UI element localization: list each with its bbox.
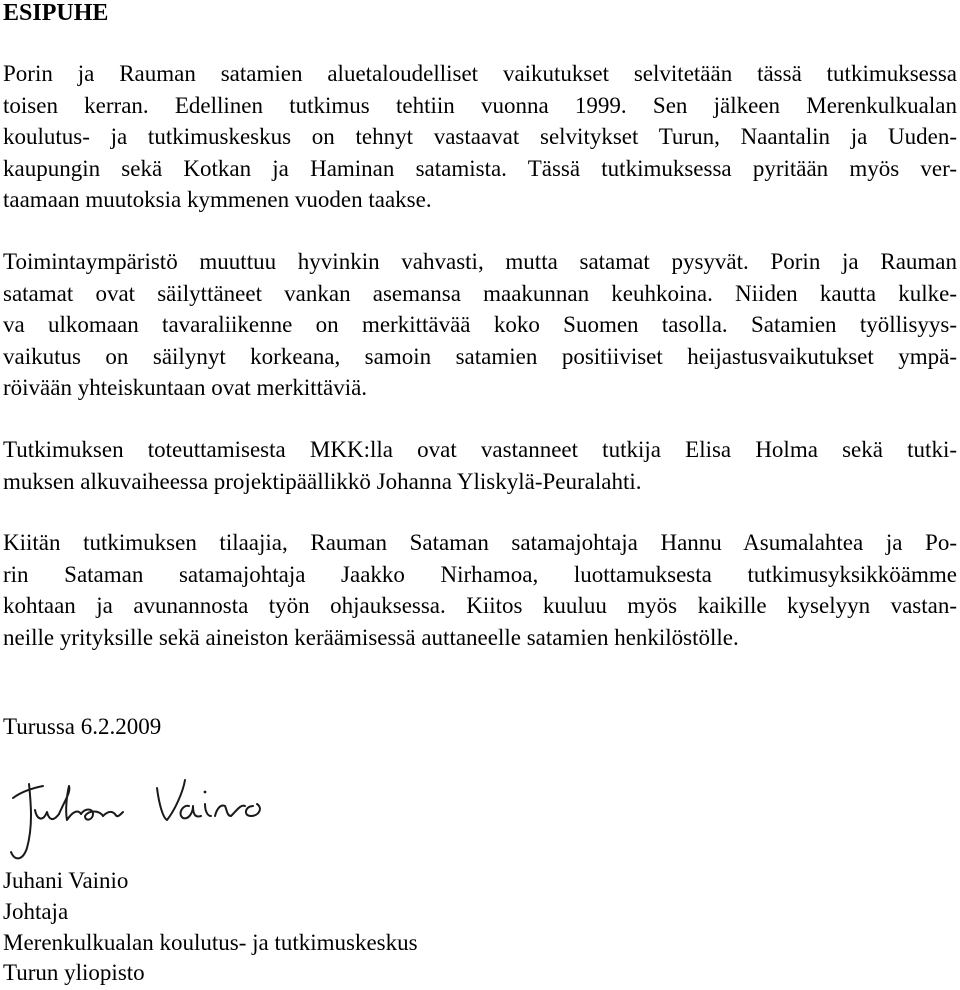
text-line: koulutus- ja tutkimuskeskus on tehnyt vastaavat selvitykset Turun, Naantalin ja Uuden-: [3, 124, 957, 149]
text-line: taamaan muutoksia kymmenen vuoden taakse.: [3, 187, 432, 212]
text-line: neille yrityksille sekä aineiston keräämisessä auttaneelle satamien henkilöstölle.: [3, 624, 739, 650]
signer-name: Juhani Vainio: [3, 868, 129, 893]
text-line: vaikutus on säilynyt korkeana, samoin satamien positiiviset heijastusvaikutukset ympä-: [3, 343, 957, 369]
text-line: rin Sataman satamajohtaja Jaakko Nirhamoa, luottamuksesta tutkimusyksikköämme: [3, 561, 957, 587]
text-line: va ulkomaan tavaraliikenne on merkittävää koko Suomen tasolla. Satamien työllisyys-: [3, 312, 957, 337]
text-line: toisen kerran. Edellinen tutkimus tehtiin vuonna 1999. Sen jälkeen Merenkulkualan: [3, 92, 957, 118]
text-line: Tutkimuksen toteuttamisesta MKK:lla ovat vastanneet tutkija Elisa Holma sekä tutki-: [3, 437, 957, 462]
handwritten-signature: [7, 770, 297, 866]
text-line: kaupungin sekä Kotkan ja Haminan satamista. Tässä tutkimuksessa pyritään myös ver-: [3, 155, 957, 181]
text-line: Porin ja Rauman satamien aluetaloudelliset vaikutukset selvitetään tässä tutkimuksessa: [3, 61, 957, 86]
signer-title: Johtaja: [3, 899, 69, 924]
text-line: Kiitän tutkimuksen tilaajia, Rauman Sataman satamajohtaja Hannu Asumalahtea ja Po-: [3, 530, 957, 555]
page-title: ESIPUHE: [3, 0, 109, 26]
text-line: Toimintaympäristö muuttuu hyvinkin vahvasti, mutta satamat pysyvät. Porin ja Rauman: [3, 249, 957, 274]
paragraph-1: [3, 58, 957, 216]
text-line: röivään yhteiskuntaan ovat merkittäviä.: [3, 375, 368, 400]
paragraph-2: [3, 246, 957, 404]
text-line: muksen alkuvaiheessa projektipäällikkö Johanna Yliskylä-Peuralahti.: [3, 468, 642, 494]
text-line: satamat ovat säilyttäneet vankan asemansa maakunnan keuhkoina. Niiden kautta kulke-: [3, 280, 957, 306]
text-line: kohtaan ja avunannosta työn ohjauksessa. Kiitos kuuluu myös kaikille kyselyyn vastan-: [3, 593, 957, 618]
signer-organization: Merenkulkualan koulutus- ja tutkimuskeskus: [3, 930, 418, 955]
paragraph-4: [3, 527, 957, 653]
place-date: Turussa 6.2.2009: [3, 714, 162, 739]
paragraph-3: [3, 434, 957, 497]
signer-university: Turun yliopisto: [3, 960, 145, 985]
